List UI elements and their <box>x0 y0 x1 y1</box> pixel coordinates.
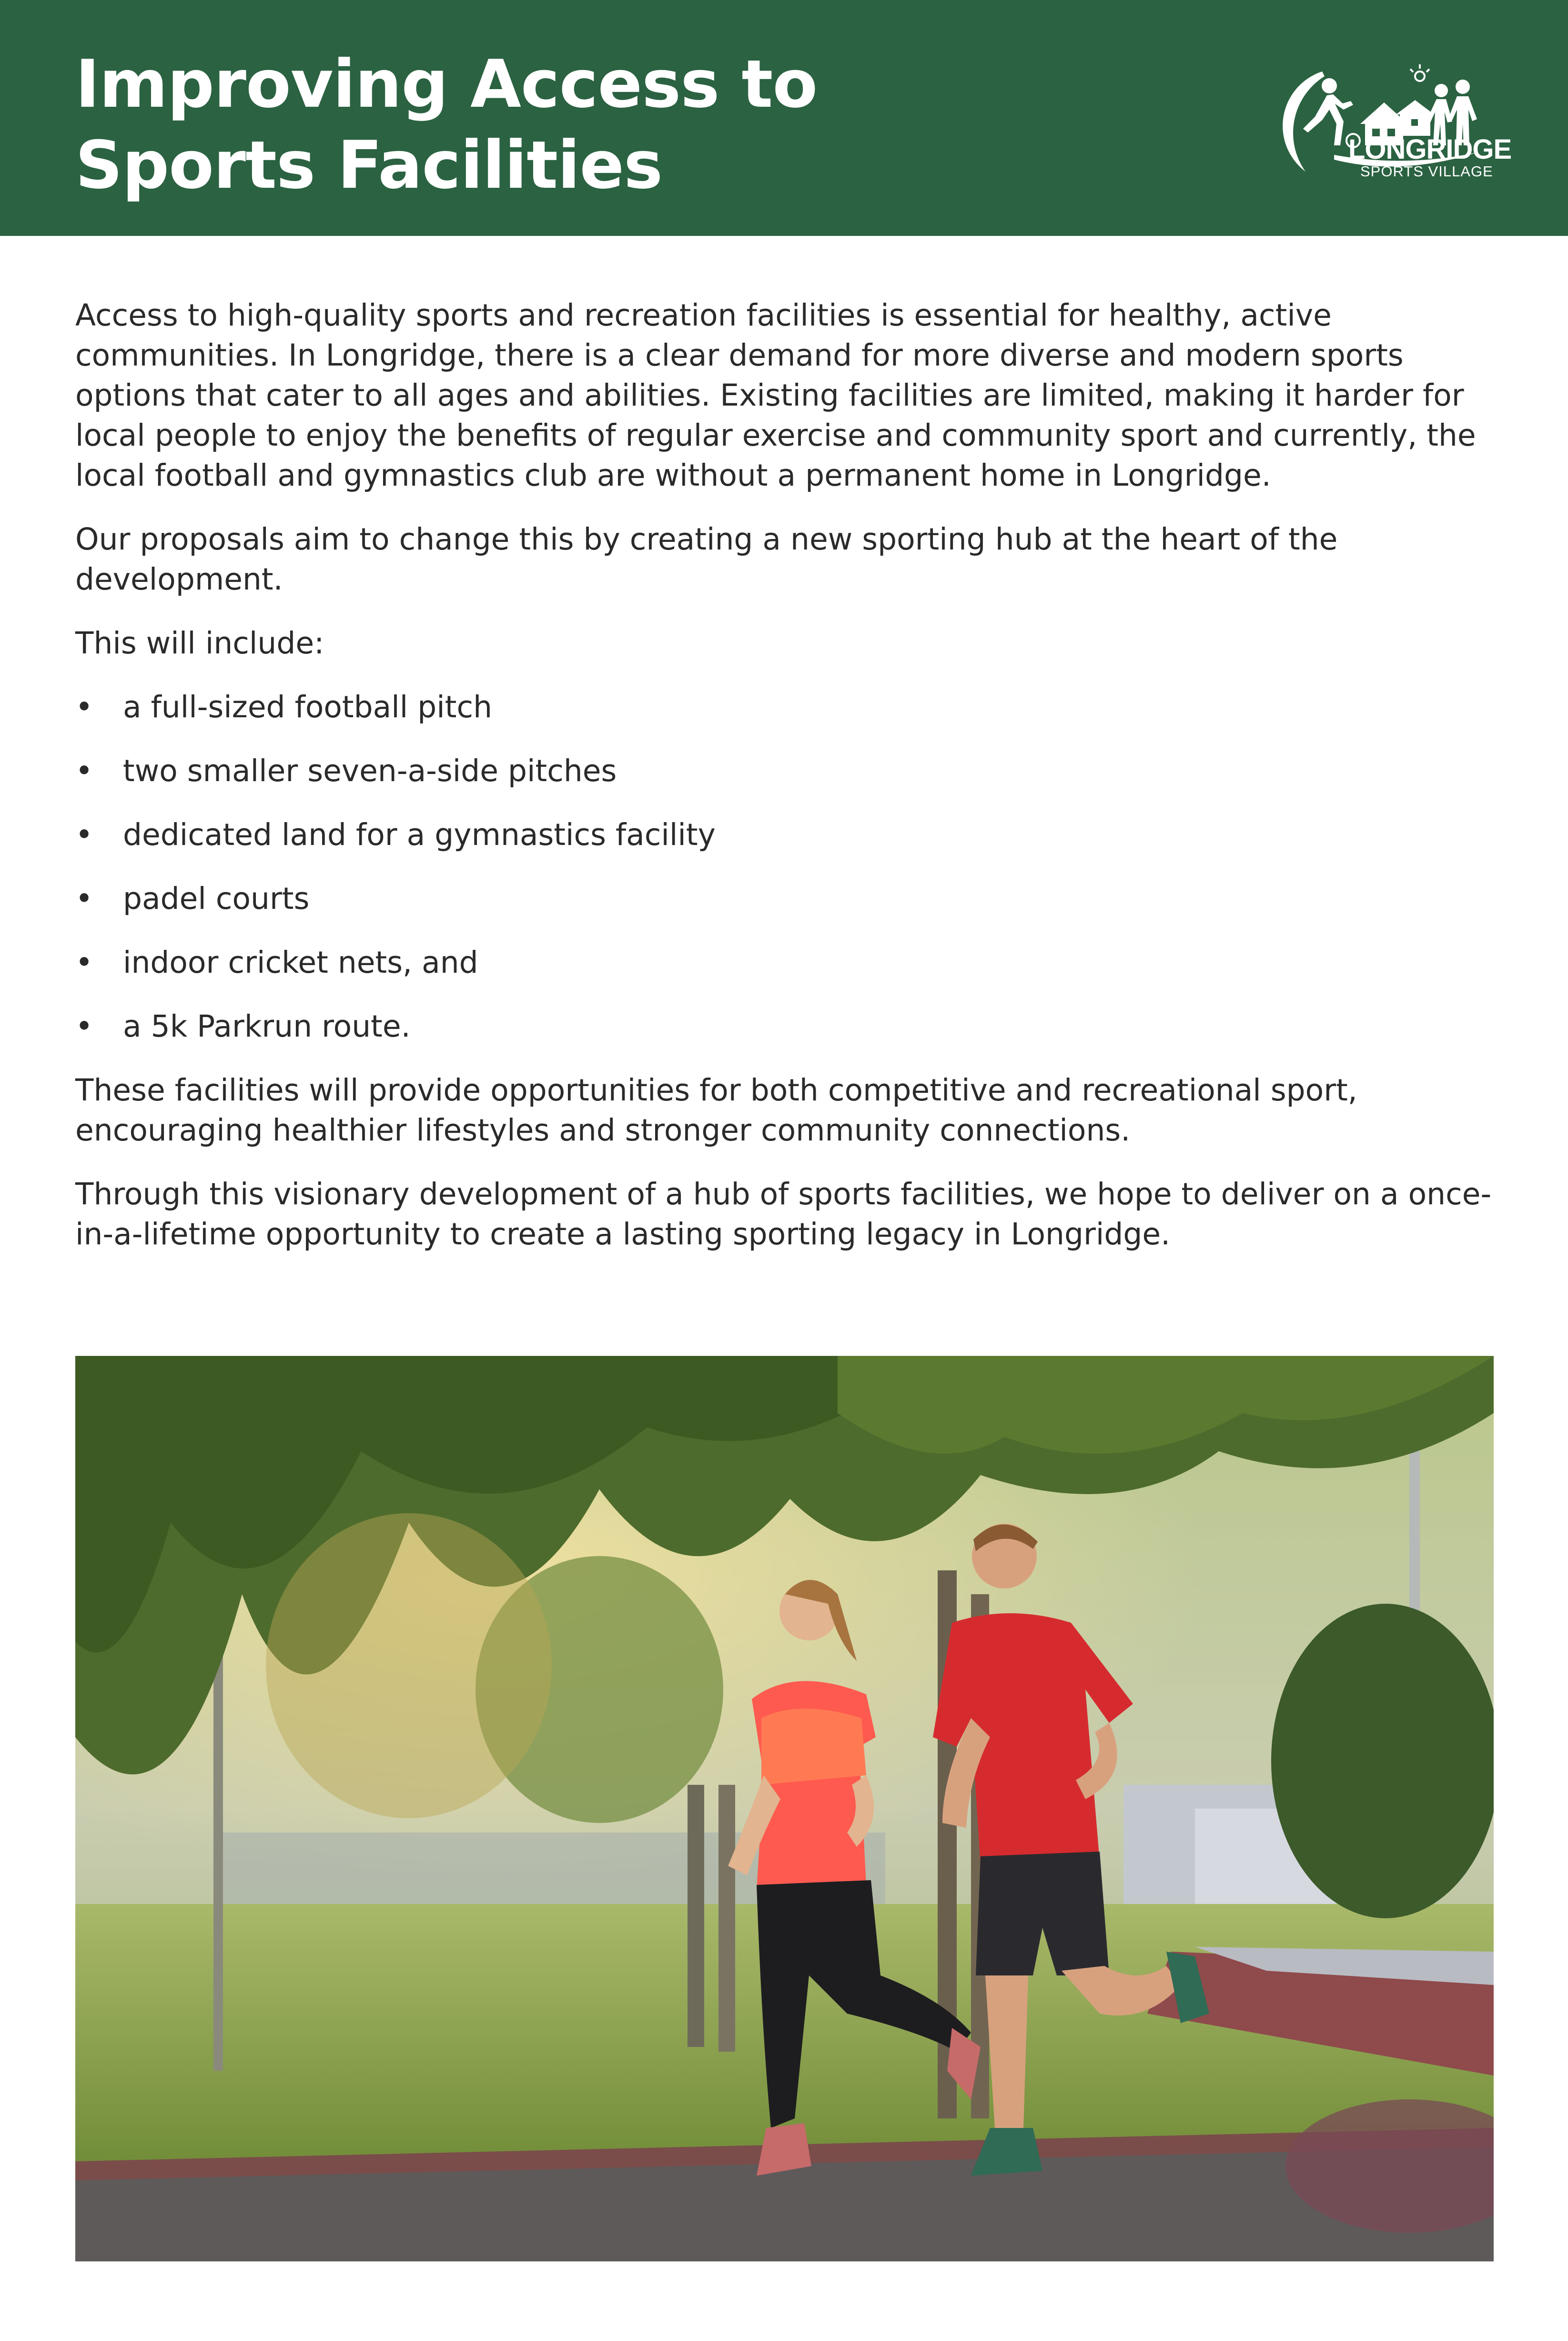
page-title-line-1: Improving Access to <box>75 46 818 122</box>
facilities-list <box>75 687 1500 1047</box>
list-item <box>75 879 1500 919</box>
bullet-icon: • <box>75 753 93 788</box>
list-item <box>75 687 1500 727</box>
page-title <box>75 44 817 206</box>
benefits-paragraph: These facilities will provide opportunities for both competitive and recreational sport, encouraging healthier lifestyles and stronger community connections. <box>75 1073 1357 1148</box>
longridge-sports-village-logo <box>1277 57 1512 186</box>
logo-subtitle: SPORTS VILLAGE <box>1360 163 1493 180</box>
bullet-icon: • <box>75 1009 93 1044</box>
list-item-text: a full-sized football pitch <box>123 690 493 724</box>
list-item <box>75 751 1500 791</box>
bullet-icon: • <box>75 945 93 980</box>
list-item-text: indoor cricket nets, and <box>123 945 478 980</box>
list-item-text: two smaller seven-a-side pitches <box>123 753 617 788</box>
list-item-text: dedicated land for a gymnastics facility <box>123 817 716 852</box>
article-body <box>75 295 1500 1278</box>
runners-photo <box>75 1356 1494 2261</box>
list-item-text: a 5k Parkrun route. <box>123 1009 411 1044</box>
page-header <box>0 0 1568 236</box>
list-intro: This will include: <box>75 626 324 661</box>
bullet-icon: • <box>75 817 93 852</box>
list-item <box>75 1007 1500 1047</box>
list-item <box>75 815 1500 855</box>
list-item-text: padel courts <box>123 881 310 916</box>
proposal-paragraph: Our proposals aim to change this by creating a new sporting hub at the heart of the development. <box>75 522 1338 597</box>
closing-paragraph: Through this visionary development of a hub of sports facilities, we hope to deliver on a once-in-a-lifetime opportunity to create a lasting sporting legacy in Longridge. <box>75 1177 1492 1252</box>
logo-name: LONGRIDGE <box>1348 134 1512 165</box>
page-title-line-2: Sports Facilities <box>75 127 663 204</box>
intro-paragraph: Access to high-quality sports and recreation facilities is essential for healthy, active communities. In Longridge, there is a clear demand for more diverse and modern sports options that cater to all ages and abilities. Existing facilities are limited, making it harder for local people to enjoy the benefits of regular exercise and community sport and currently, the local football and gymnastics club are without a permanent home in Longridge. <box>75 298 1476 493</box>
runners-in-park-image <box>75 1356 1494 2261</box>
bullet-icon: • <box>75 690 93 724</box>
bullet-icon: • <box>75 881 93 916</box>
list-item <box>75 943 1500 983</box>
